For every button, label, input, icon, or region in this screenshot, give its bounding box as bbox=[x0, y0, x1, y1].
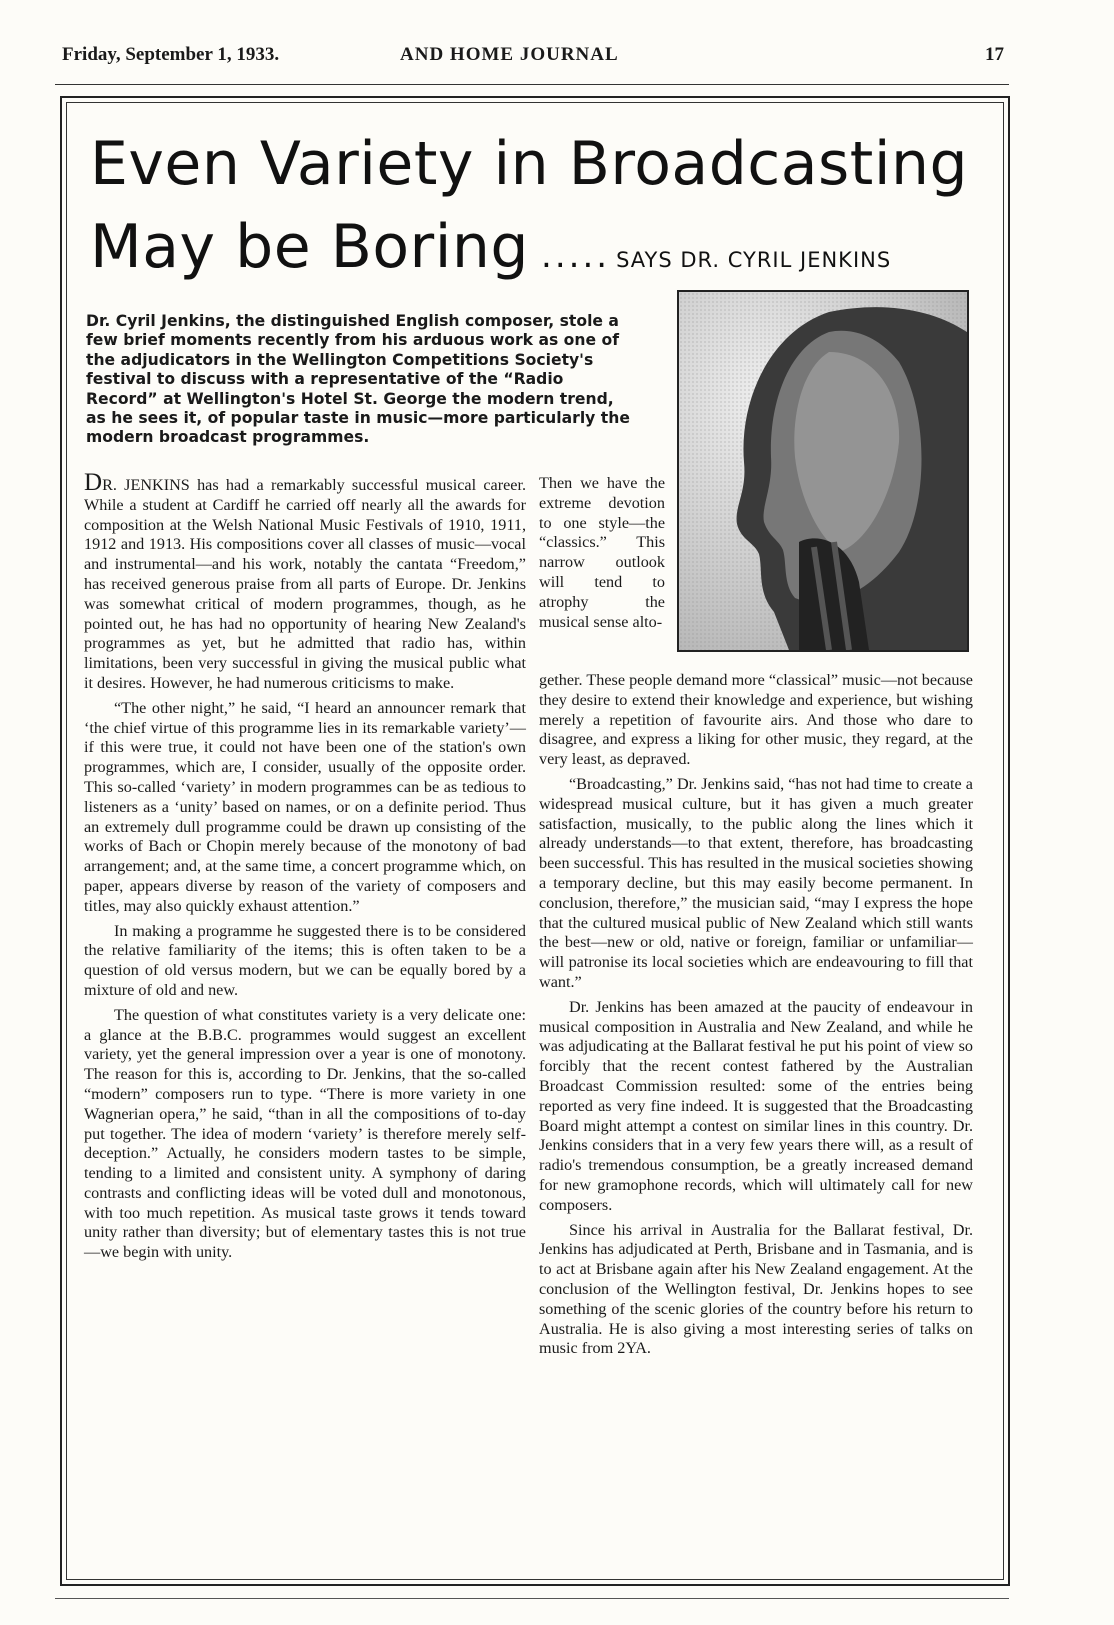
article-column-1 bbox=[84, 469, 526, 1263]
portrait-photo-icon bbox=[679, 292, 967, 650]
headline-line-1: Even Variety in Broadcasting bbox=[90, 129, 969, 199]
header-divider bbox=[55, 84, 1009, 85]
journal-name: AND HOME JOURNAL bbox=[400, 44, 619, 65]
article-column-2 bbox=[539, 671, 973, 1359]
column-2-narrow-text: Then we have the extreme devotion to one style—the “classics.” This narrow outlook will tend to atrophy the musical sense alto- bbox=[539, 474, 665, 631]
footer-divider bbox=[55, 1598, 1009, 1599]
column-2-paragraph-4: Since his arrival in Australia for the Ballarat festival, Dr. Jenkins has adjudicated at Perth, Brisbane and in Tasmania, and is to act at Brisbane again after his New Zealand engagement. At the conclusion of the Wellington festival, Dr. Jenkins hopes to see something of the scenic glories of the country before his return to Australia. He is also giving a most interesting series of talks on music from 2YA. bbox=[539, 1220, 973, 1358]
page-header bbox=[62, 44, 1004, 70]
column-2-paragraph-2: “Broadcasting,” Dr. Jenkins said, “has not had time to create a widespread musical culture, but it has given a much greater satisfaction, musically, to the public along the lines which it already understands—to that extent, therefore, has broadcasting been successful. This has resulted in the musical societies showing a temporary decline, but this may easily become permanent. In conclusion, therefore,” the musician said, “may I express the hope that the cultured musical public of New Zealand which still wants the best—new or old, native or foreign, familiar or unfamiliar—will patronise its local societies which are endeavouring to fill that want.” bbox=[539, 774, 973, 991]
drop-cap: D bbox=[84, 469, 103, 496]
column-2-paragraph-3: Dr. Jenkins has been amazed at the paucity of endeavour in musical composition in Australia and New Zealand, and while he was adjudicating at the Ballarat festival he put his point of view so forcibly that the recent contest fathered by the Australian Broadcast Commission resulted: some of the entries being reported as very fine indeed. It is suggested that the Broadcasting Board might attempt a contest on similar lines in this country. Dr. Jenkins considers that in a very few years there will, as a result of radio's tremendous consumption, be a greatly increased demand for new gramophone records, which will ultimately call for new composers. bbox=[539, 997, 973, 1214]
headline-dots: ..... bbox=[541, 236, 611, 276]
column-1-paragraph-1 bbox=[84, 469, 526, 694]
column-2-paragraph-1: gether. These people demand more “classical” music—not because they desire to extend their knowledge and experience, but wishing merely a repetition of favourite airs. And those who dare to disagree, and express a liking for other music, they regard, at the very least, as depraved. bbox=[539, 671, 973, 769]
portrait-photo bbox=[677, 290, 969, 652]
headline-line-2-text: May be Boring bbox=[90, 212, 530, 282]
page-number: 17 bbox=[985, 44, 1004, 65]
column-1-paragraph-4: The question of what constitutes variety is a very delicate one: a glance at the B.B.C. programmes would suggest an excellent variety, yet the general impression over a year is one of monotony. The reason for this is, according to Dr. Jenkins, that the so-called “modern” composers run to type. “There is more variety in one Wagnerian opera,” he said, “than in all the compositions of to-day put together. The idea of modern ‘variety’ is therefore merely self-deception.” Actually, he considers modern tastes to be simple, tending to a limited and consistent unity. A symphony of daring contrasts and conflicting ideas will be voted dull and monotonous, with too much repetition. As musical taste grows it tends toward unity rather than diversity; but of elementary tastes this is not true—we begin with unity. bbox=[84, 1005, 526, 1262]
headline-byline: SAYS DR. CYRIL JENKINS bbox=[616, 248, 892, 272]
issue-date: Friday, September 1, 1933. bbox=[62, 44, 280, 65]
article-intro: Dr. Cyril Jenkins, the distinguished English composer, stole a few brief moments recently from his arduous work as one of the adjudicators in the Wellington Competitions Society's festival to discuss with a representative of the “Radio Record” at Wellington's Hotel St. George the modern trend, as he sees it, of popular taste in music—more particularly the modern broadcast programmes. bbox=[86, 312, 630, 447]
column-1-paragraph-2: “The other night,” he said, “I heard an announcer remark that ‘the chief virtue of this programme lies in its remarkable variety’—if this were true, it could not have been one of the station's own programmes, which are, I consider, usually of the opposite order. This so-called ‘variety’ in modern programmes can be as tedious to listeners as a ‘unity’ based on names, or on a definite period. Thus an extremely dull programme could be drawn up consisting of the works of Bach or Chopin merely because of the monotony of bad arrangement; and, at the same time, a concert programme which, on paper, appears diverse by reason of the variety of composers and titles, may also quickly exhaust attention.” bbox=[84, 698, 526, 915]
column-1-paragraph-1-text: R. JENKINS has had a remarkably successful musical career. While a student at Cardiff he carried off nearly all the awards for composition at the Welsh National Music Festivals of 1910, 1911, 1912 and 1913. His compositions cover all classes of music—vocal and instrumental—and his work, notably the cantata “Freedom,” has received generous praise from all parts of Europe. Dr. Jenkins was somewhat critical of modern programmes, though, as he pointed out, he has had no opportunity of hearing New Zealand's programmes as yet, but he admitted that radio has, within limitations, been very successful in giving the musical public what it desires. However, he had numerous criticisms to make. bbox=[84, 476, 526, 692]
column-1-paragraph-3: In making a programme he suggested there is to be considered the relative familiarity of the items; this is often taken to be a question of old versus modern, but we can be equally bored by a mixture of old and new. bbox=[84, 921, 526, 999]
headline-line-2 bbox=[90, 212, 892, 292]
